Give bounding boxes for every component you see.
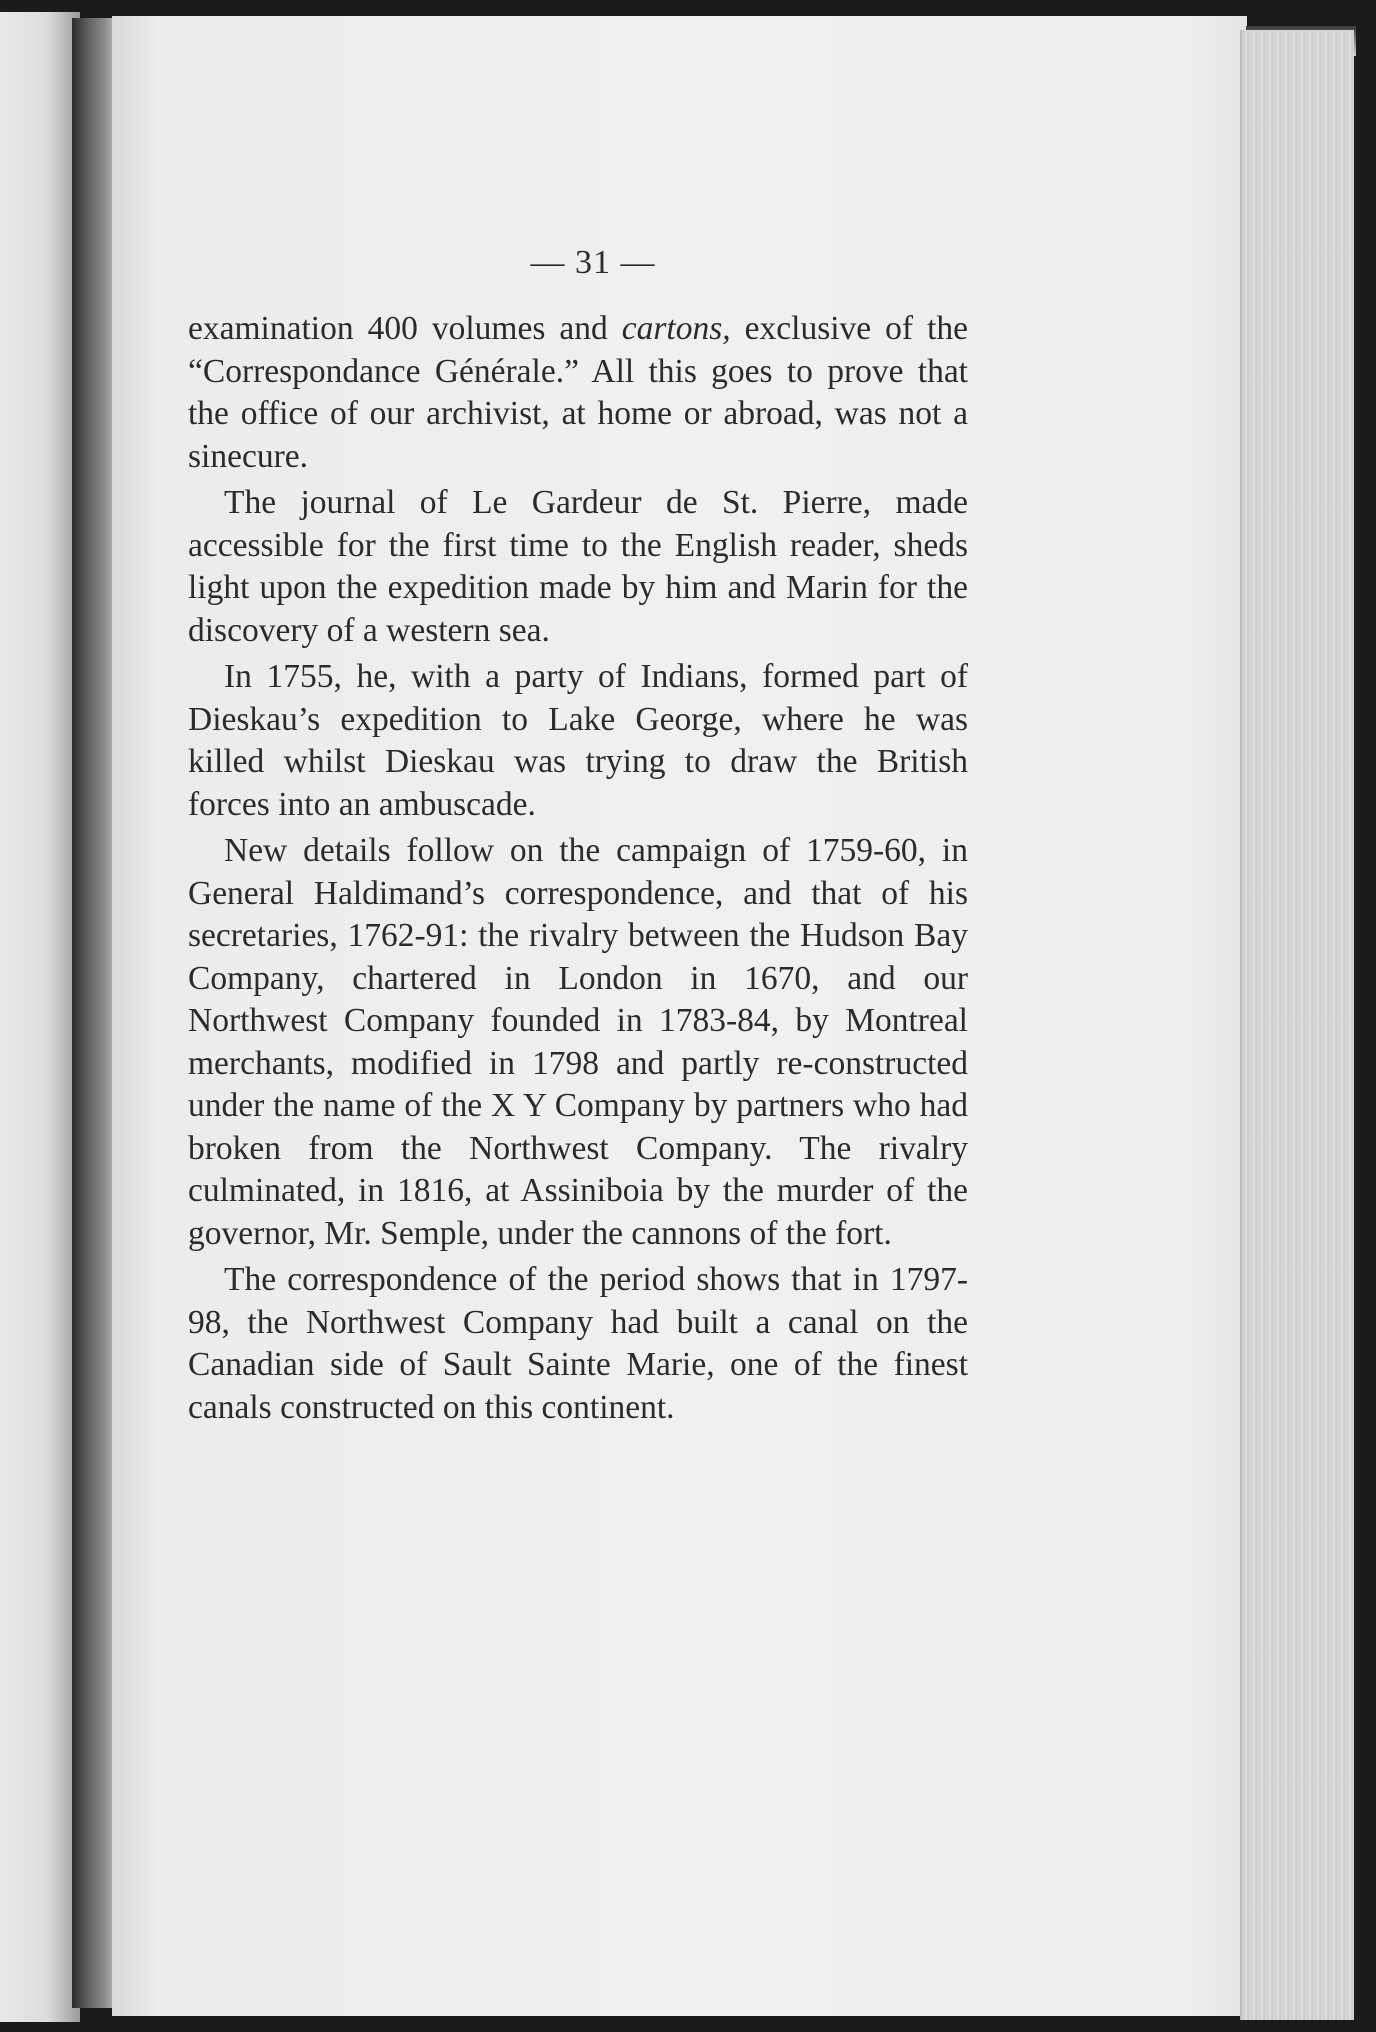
paragraph-3: In 1755, he, with a party of Indians, formed part of Dieskau’s expedition to Lake George, where he was killed whilst Dieskau was trying to draw the British forces into an ambuscade. — [188, 658, 968, 823]
paragraph-4: New details follow on the campaign of 1759-60, in General Haldimand’s correspondence, and that of his secretaries, 1762-91: the rivalry between the Hudson Bay Company, chartered in London in 1670, and our Northwest Company founded in 1783-84, by Montreal merchants, modified in 1798 and partly re-constructed under the name of the X Y Company by partners who had broken from the Northwest Company. The rivalry culminated, in 1816, at Assiniboia by the murder of the governor, Mr. Semple, under the cannons of the fort. — [188, 832, 968, 1252]
paragraph-5: The correspondence of the period shows that in 1797-98, the Northwest Company had built a canal on the Canadian side of Sault Sainte Marie, one of the finest canals constructed on this continent. — [188, 1261, 968, 1426]
page-stack-edges — [1240, 30, 1354, 2020]
paragraph-1-text-a: examination 400 volumes and — [188, 310, 622, 347]
page-text — [188, 244, 968, 1433]
paragraph-1 — [188, 308, 968, 478]
italic-term-cartons: cartons, — [621, 310, 731, 347]
paragraph-1-text-b: exclusive of the “Correspondance Générale.” All this goes to prove that the office of our archivist, at home or abroad, was not a sinecure. — [188, 310, 969, 475]
left-page-edge — [0, 12, 80, 2022]
page-number: — 31 — — [530, 244, 656, 281]
paragraph-2: The journal of Le Gardeur de St. Pierre, made accessible for the first time to the English reader, sheds light upon the expedition made by him and Marin for the discovery of a western sea. — [188, 484, 968, 649]
